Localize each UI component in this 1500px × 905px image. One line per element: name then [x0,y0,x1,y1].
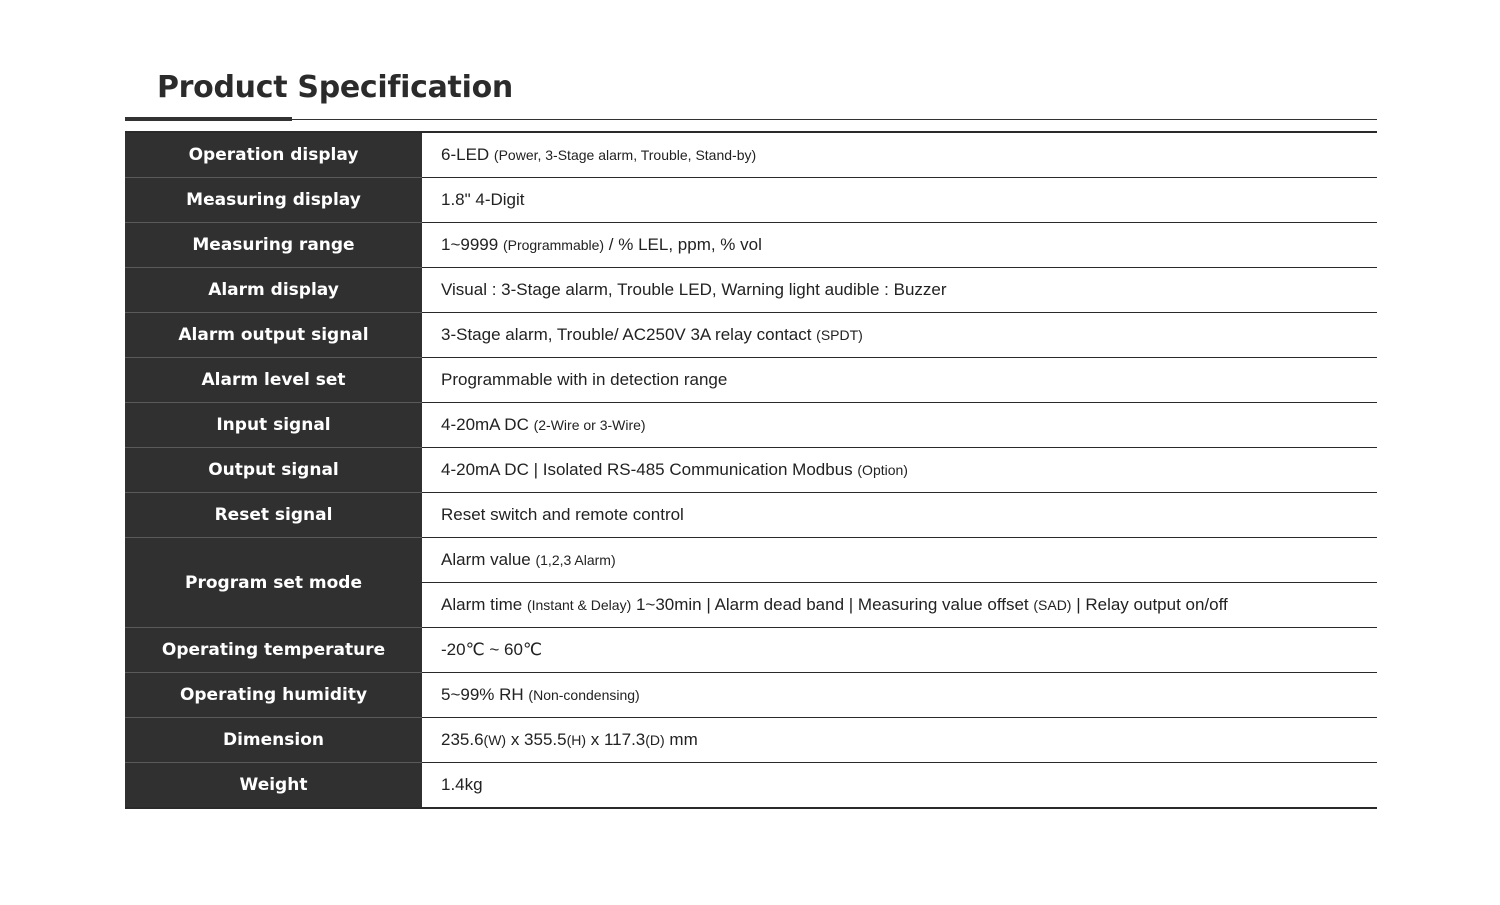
spec-row [125,358,1377,403]
spec-label: Program set mode [125,538,422,628]
spec-value-note: (W) [483,732,507,748]
spec-label: Operating temperature [125,628,422,673]
spec-value-text: 5~99% RH [441,685,529,704]
spec-table-body [125,132,1377,808]
spec-value-text: 6-LED [441,145,494,164]
spec-row [125,763,1377,809]
spec-row [125,718,1377,763]
spec-label: Output signal [125,448,422,493]
spec-table [125,131,1377,809]
spec-value-text: 235.6 [441,730,484,749]
spec-value-text: 1.4kg [441,775,483,794]
spec-row [125,493,1377,538]
spec-value [422,718,1377,763]
spec-value-note: (SPDT) [816,327,863,343]
spec-row [125,628,1377,673]
spec-value [422,673,1377,718]
spec-label: Operation display [125,132,422,178]
spec-value-text: 1.8" 4-Digit [441,190,525,209]
spec-value [422,313,1377,358]
spec-table-container [125,131,1377,809]
spec-label: Operating humidity [125,673,422,718]
spec-value-text: / % LEL, ppm, % vol [604,235,762,254]
spec-value-text: Alarm value [441,550,536,569]
spec-row [125,313,1377,358]
spec-row [125,223,1377,268]
spec-value-text: Alarm time [441,595,527,614]
spec-value-text: 1~30min | Alarm dead band | Measuring value offset [631,595,1034,614]
spec-label: Reset signal [125,493,422,538]
spec-value-text: 4-20mA DC [441,415,534,434]
spec-value [422,448,1377,493]
spec-value-note: (Non-condensing) [528,687,640,703]
spec-value [422,583,1377,628]
spec-row [125,132,1377,178]
spec-value-note: (Option) [857,462,908,478]
spec-label: Alarm display [125,268,422,313]
spec-value-text: x 117.3 [586,730,646,749]
spec-value [422,358,1377,403]
spec-row [125,538,1377,583]
spec-row [125,673,1377,718]
spec-value [422,403,1377,448]
spec-value-note: (2-Wire or 3-Wire) [533,417,646,433]
spec-row [125,268,1377,313]
spec-value-note: (H) [566,732,587,748]
spec-value [422,132,1377,178]
spec-value-text: -20℃ ~ 60℃ [441,640,543,659]
spec-row [125,403,1377,448]
spec-value [422,178,1377,223]
spec-value-text: Visual : 3-Stage alarm, Trouble LED, Warning light audible : Buzzer [441,280,947,299]
spec-value-note: (1,2,3 Alarm) [535,552,616,568]
spec-value [422,493,1377,538]
title-underline [125,119,1377,120]
spec-label: Dimension [125,718,422,763]
spec-value [422,538,1377,583]
spec-row [125,448,1377,493]
spec-value-text: 1~9999 [441,235,503,254]
spec-value-note: (Instant & Delay) [526,597,632,613]
spec-label: Alarm level set [125,358,422,403]
spec-value [422,268,1377,313]
spec-value [422,763,1377,809]
spec-row [125,178,1377,223]
spec-value-note: (Programmable) [502,237,605,253]
spec-value-text: 4-20mA DC | Isolated RS-485 Communication Modbus [441,460,858,479]
title-accent-bar [125,117,292,121]
spec-value-text: | Relay output on/off [1071,595,1228,614]
spec-value-text: Reset switch and remote control [441,505,684,524]
spec-value-text: 3-Stage alarm, Trouble/ AC250V 3A relay contact [441,325,817,344]
spec-value-note: (SAD) [1033,597,1072,613]
page-title: Product Specification [157,70,513,105]
spec-value-note: (D) [645,732,665,748]
spec-label: Weight [125,763,422,809]
spec-label: Alarm output signal [125,313,422,358]
spec-value [422,628,1377,673]
spec-label: Measuring range [125,223,422,268]
spec-value [422,223,1377,268]
spec-value-text: mm [664,730,698,749]
spec-value-text: x 355.5 [506,730,567,749]
spec-label: Input signal [125,403,422,448]
spec-label: Measuring display [125,178,422,223]
spec-value-note: (Power, 3-Stage alarm, Trouble, Stand-by) [493,147,757,163]
spec-value-text: Programmable with in detection range [441,370,728,389]
